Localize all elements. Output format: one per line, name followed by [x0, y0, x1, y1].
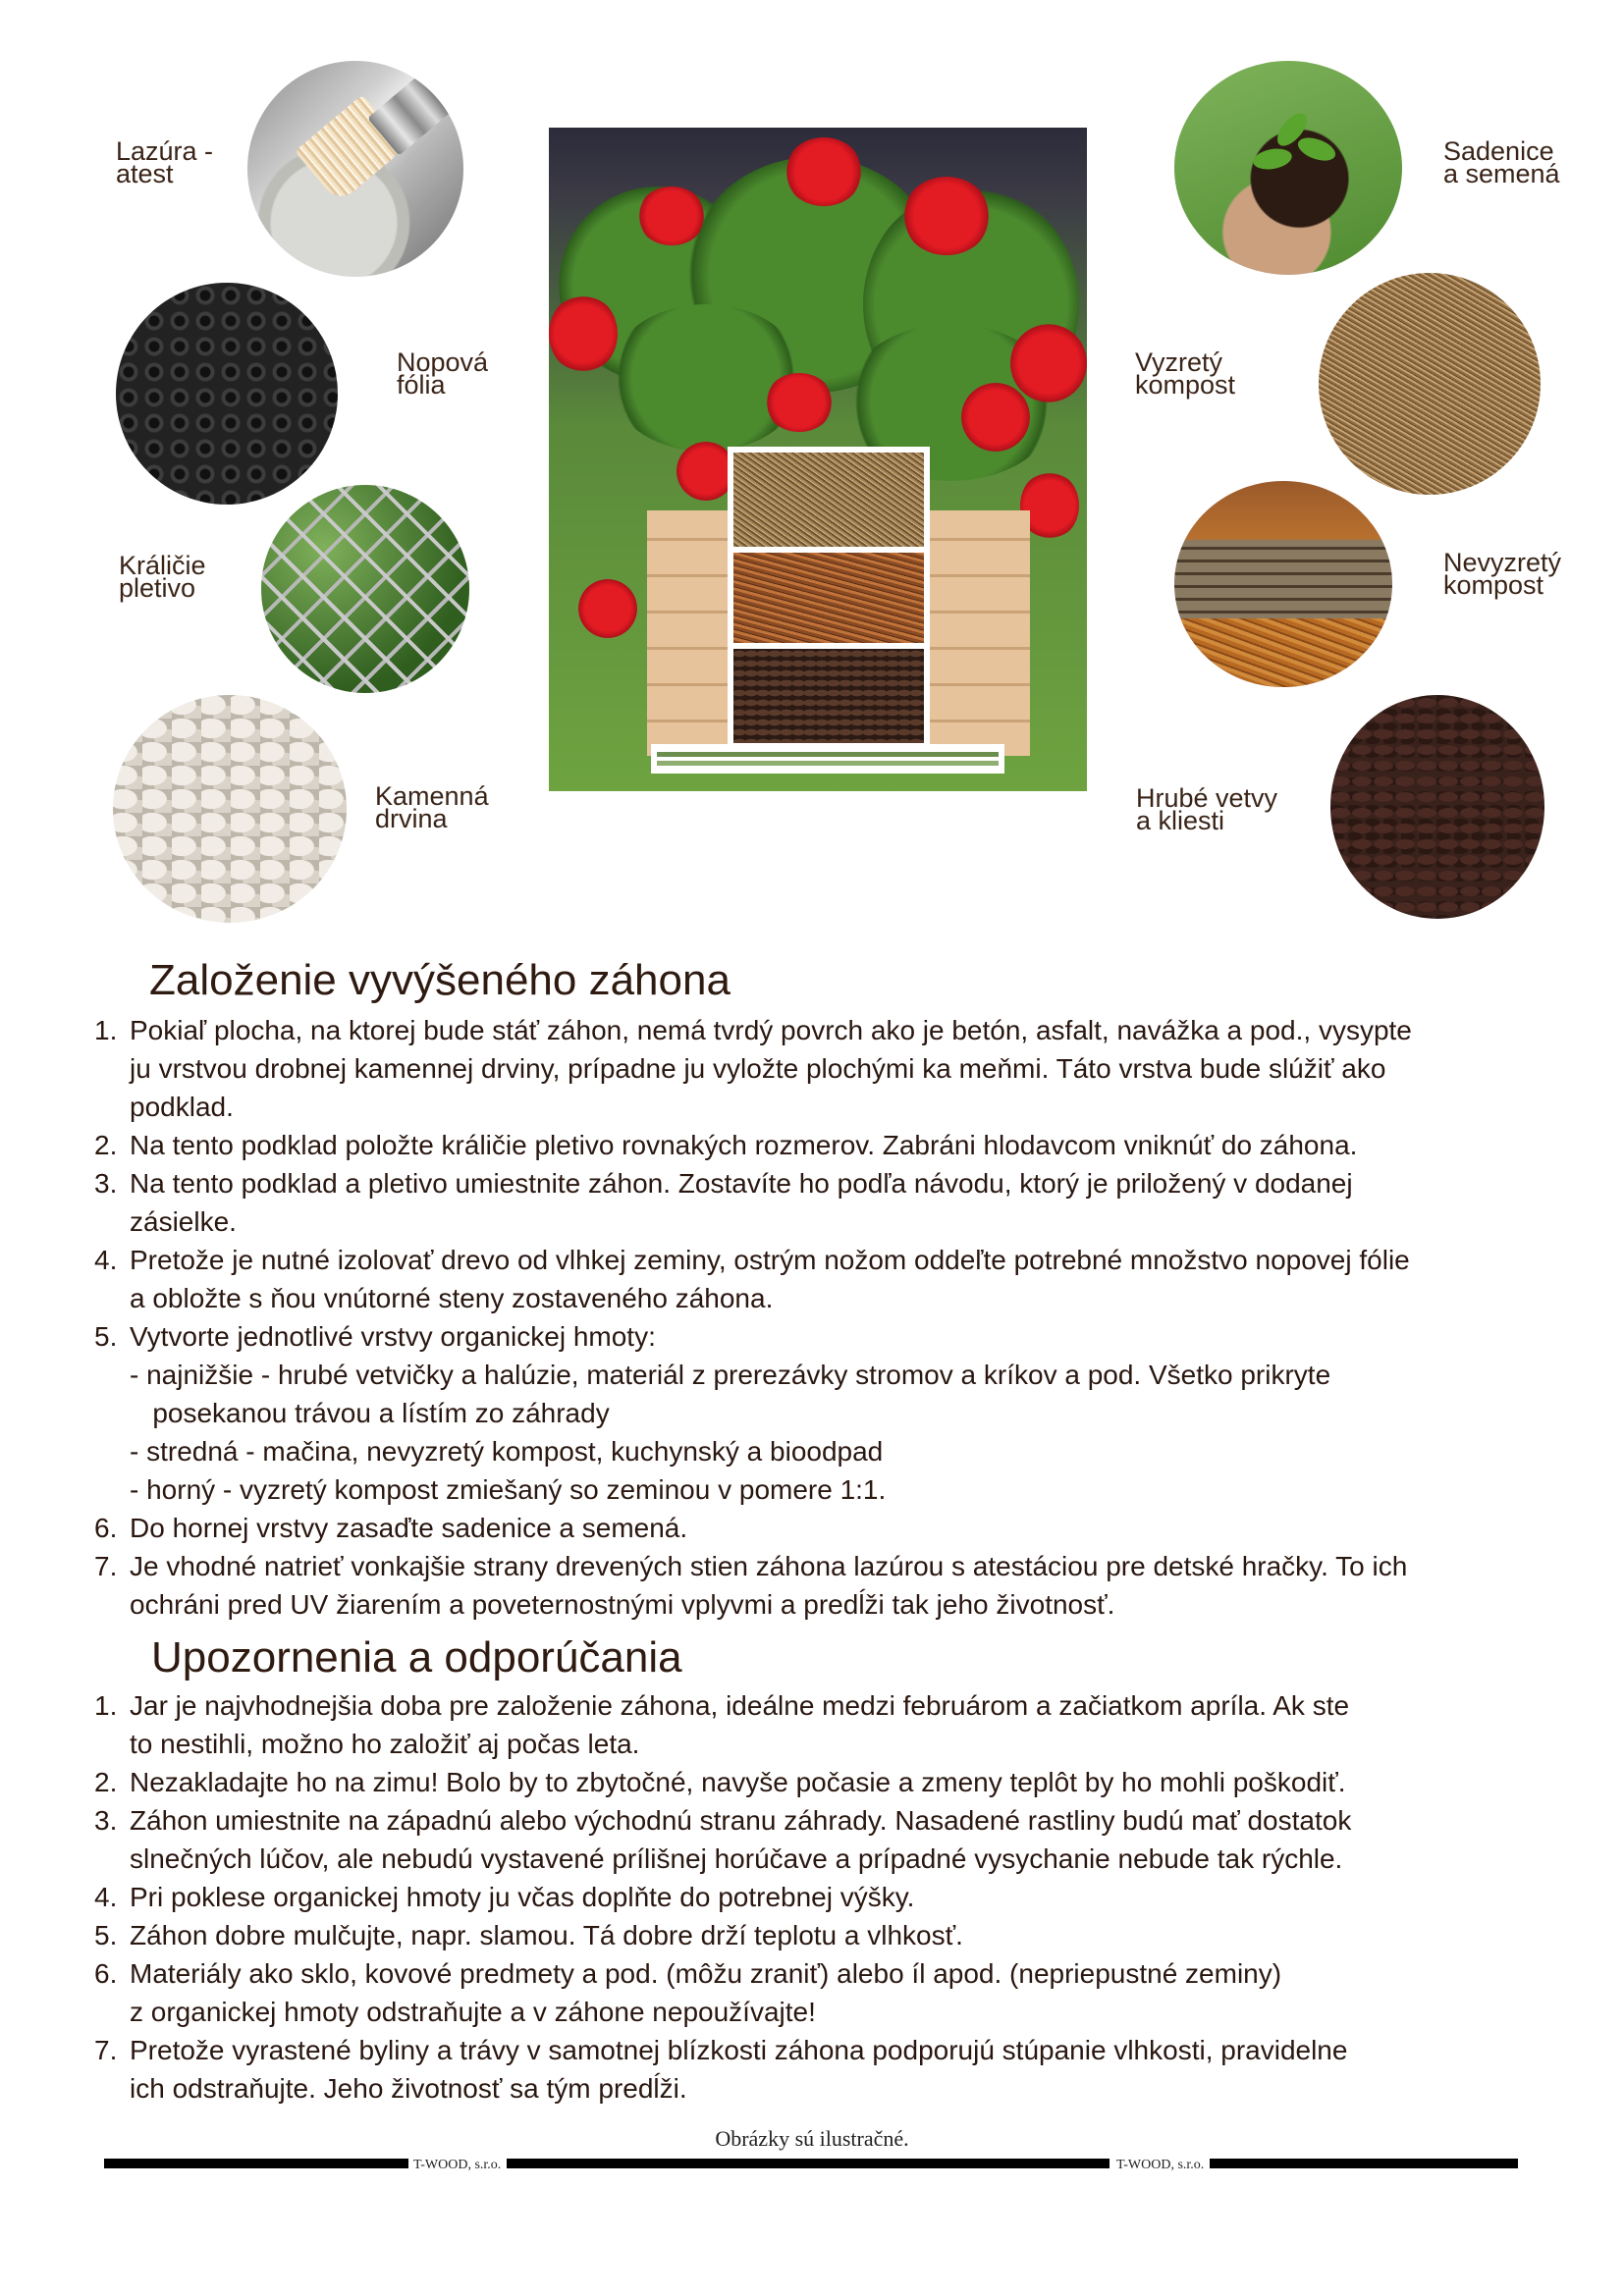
section-title-zalozenie: Založenie vyvýšeného záhona: [149, 956, 731, 1004]
immature-compost-icon: [1174, 481, 1392, 687]
list-number: 6.: [94, 1958, 118, 1989]
list-item-line: Pri poklese organickej hmoty ju včas doplňte do potrebnej výšky.: [130, 1882, 915, 1912]
material-label-hrube-vetvy: Hrubé vetvy a kliesti: [1136, 783, 1278, 835]
list-item: [94, 1509, 1567, 1547]
list-item-line: Záhon dobre mulčujte, napr. slamou. Tá dobre drží teplotu a vlhkosť.: [130, 1920, 963, 1950]
list-item-line: zásielke.: [130, 1206, 237, 1237]
list-number: 3.: [94, 1805, 118, 1836]
list-item-line: Vytvorte jednotlivé vrstvy organickej hmoty:: [130, 1321, 656, 1352]
list-item-line: Do hornej vrstvy zasaďte sadenice a semená.: [130, 1513, 688, 1543]
list-number: 7.: [94, 2035, 118, 2065]
mature-compost-icon: [1319, 273, 1541, 495]
material-label-sadenice: Sadenice a semená: [1443, 136, 1560, 188]
list-item-line: Materiály ako sklo, kovové predmety a pod. (môžu zraniť) alebo íl apod. (nepriepustné zeminy): [130, 1958, 1282, 1989]
footer-note: Obrázky sú ilustračné.: [715, 2126, 909, 2151]
list-item-line: Pretože je nutné izolovať drevo od vlhkej zeminy, ostrým nožom oddeľte potrebné množstvo nopovej fólie: [130, 1245, 1410, 1275]
section-title-upozornenia: Upozornenia a odporúčania: [151, 1633, 682, 1682]
paint-brush-icon: [247, 61, 463, 277]
material-label-kamenna-drvina: Kamenná drvina: [375, 781, 489, 833]
list-item: [94, 1954, 1567, 2031]
seedling-icon: [1174, 61, 1402, 275]
footer-divider: [1210, 2159, 1518, 2168]
instructions-list: [94, 1011, 1567, 1624]
list-item-line: Je vhodné natrieť vonkajšie strany drevených stien záhona lazúrou s atestáciou pre detské hračky. To ich: [130, 1551, 1408, 1581]
list-number: 5.: [94, 1321, 118, 1352]
list-item-line: ich odstraňujte. Jeho životnosť sa tým predĺži.: [130, 2073, 687, 2104]
list-number: 1.: [94, 1015, 118, 1045]
list-item-line: slnečných lúčov, ale nebudú vystavené prílišnej horúčave a prípadné vysychanie nebude tak rýchle.: [130, 1843, 1343, 1874]
list-item-line: podklad.: [130, 1092, 234, 1122]
list-item-line: to nestihli, možno ho založiť aj počas leta.: [130, 1729, 640, 1759]
list-number: 4.: [94, 1245, 118, 1275]
list-number: 2.: [94, 1130, 118, 1160]
list-item-line: a obložte s ňou vnútorné steny zostaveného záhona.: [130, 1283, 774, 1313]
bed-layers-illustration: [728, 447, 930, 749]
list-number: 2.: [94, 1767, 118, 1797]
material-label-vyzrety-kompost: Vyzretý kompost: [1135, 347, 1236, 400]
material-label-pletivo: Králičie pletivo: [119, 551, 206, 603]
footer-brand-left: T-WOOD, s.r.o.: [413, 2158, 502, 2172]
list-number: 4.: [94, 1882, 118, 1912]
list-item-line: Pretože vyrastené byliny a trávy v samotnej blízkosti záhona podporujú stúpanie vlhkosti, pravidelne: [130, 2035, 1348, 2065]
crushed-stone-icon: [113, 695, 347, 923]
list-item-line: posekanou trávou a lístím zo záhrady: [130, 1398, 610, 1428]
raised-bed-photo: [549, 128, 1087, 791]
list-item: [94, 1763, 1567, 1801]
list-item: [94, 1241, 1567, 1317]
list-item-line: - najnižšie - hrubé vetvičky a halúzie, materiál z prerezávky stromov a kríkov a pod. Všetko prikryte: [130, 1360, 1331, 1390]
list-number: 7.: [94, 1551, 118, 1581]
list-item-line: ochráni pred UV žiarením a poveternostnými vplyvmi a predĺži tak jeho životnosť.: [130, 1589, 1115, 1620]
list-item-line: Nezakladajte ho na zimu! Bolo by to zbytočné, navyše počasie a zmeny teplôt by ho mohli poškodiť.: [130, 1767, 1346, 1797]
list-item: [94, 1011, 1567, 1126]
material-label-nevyzrety-kompost: Nevyzretý kompost: [1443, 548, 1562, 600]
list-item-line: Jar je najvhodnejšia doba pre založenie záhona, ideálne medzi februárom a začiatkom apríla. Ak ste: [130, 1690, 1350, 1721]
list-item: [94, 2031, 1567, 2108]
list-number: 1.: [94, 1690, 118, 1721]
dimple-membrane-icon: [116, 283, 338, 505]
footer-divider: [104, 2159, 408, 2168]
list-number: 3.: [94, 1168, 118, 1199]
list-item: [94, 1164, 1567, 1241]
wire-mesh-icon: [261, 485, 469, 693]
list-item-line: Na tento podklad položte králičie pletivo rovnakých rozmerov. Zabráni hlodavcom vniknúť do záhona.: [130, 1130, 1358, 1160]
list-item-line: ju vrstvou drobnej kamennej drviny, prípadne ju vyložte plochými ka meňmi. Táto vrstva bude slúžiť ako: [130, 1053, 1386, 1084]
material-label-lazura: Lazúra - atest: [116, 136, 214, 188]
list-number: 6.: [94, 1513, 118, 1543]
footer-divider: [507, 2159, 1110, 2168]
footer-brand-right: T-WOOD, s.r.o.: [1116, 2158, 1205, 2172]
list-item: [94, 1686, 1567, 1763]
list-item: [94, 1916, 1567, 1954]
list-number: 5.: [94, 1920, 118, 1950]
list-item: [94, 1547, 1567, 1624]
list-item-line: Na tento podklad a pletivo umiestnite záhon. Zostavíte ho podľa návodu, ktorý je priložený v dodanej: [130, 1168, 1353, 1199]
list-item-line: Pokiaľ plocha, na ktorej bude stáť záhon, nemá tvrdý povrch ako je betón, asfalt, navážka a pod., vysypte: [130, 1015, 1412, 1045]
list-item-line: - horný - vyzretý kompost zmiešaný so zeminou v pomere 1:1.: [130, 1474, 887, 1505]
material-label-nopova-folia: Nopová fólia: [397, 347, 489, 400]
list-item-line: - stredná - mačina, nevyzretý kompost, kuchynský a bioodpad: [130, 1436, 884, 1467]
coarse-branches-icon: [1330, 695, 1544, 919]
list-item: [94, 1878, 1567, 1916]
list-item: [94, 1801, 1567, 1878]
list-item: [94, 1317, 1567, 1509]
warnings-list: [94, 1686, 1567, 2108]
list-item: [94, 1126, 1567, 1164]
list-item-line: z organickej hmoty odstraňujte a v záhone nepoužívajte!: [130, 1997, 816, 2027]
list-item-line: Záhon umiestnite na západnú alebo východnú stranu záhrady. Nasadené rastliny budú mať dostatok: [130, 1805, 1352, 1836]
